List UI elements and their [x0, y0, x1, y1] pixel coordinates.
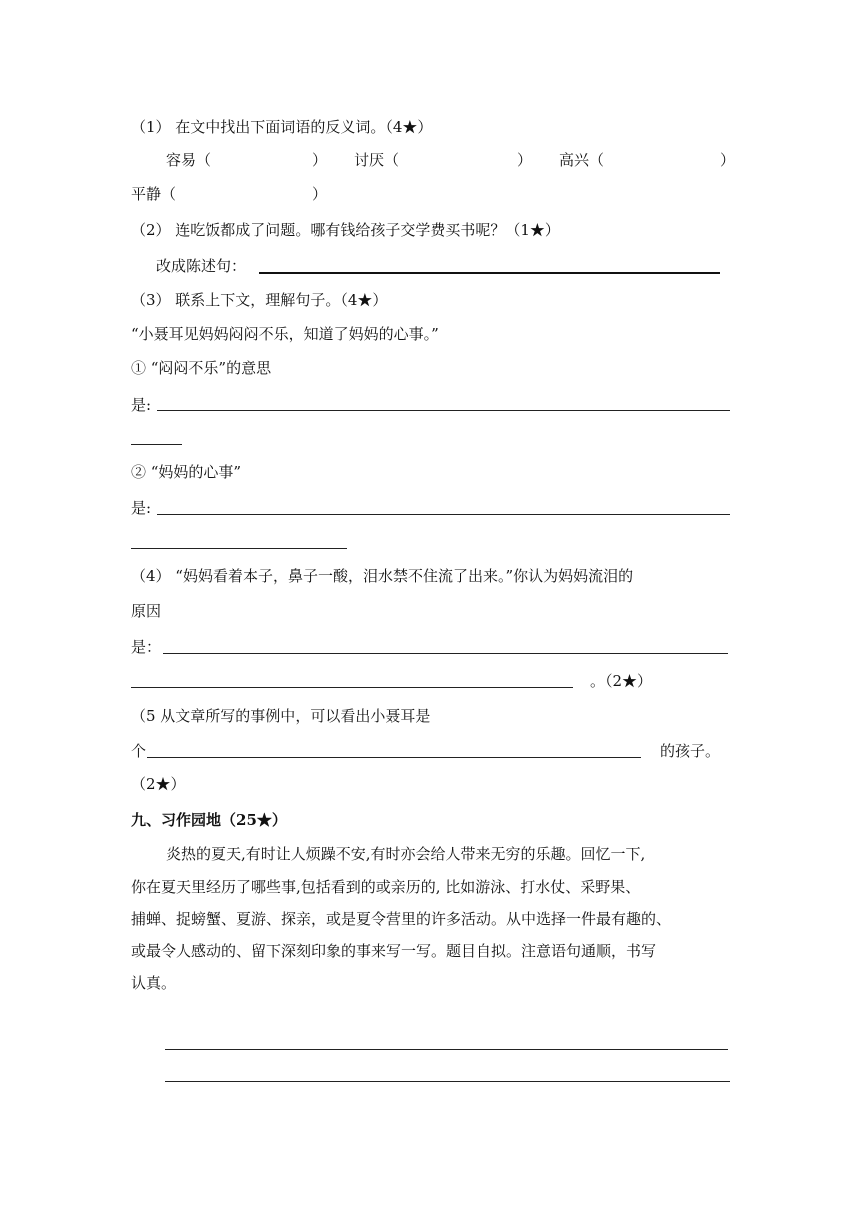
q1-word-calm: 平静（ — [131, 185, 177, 203]
q5-tail: 的孩子。 — [660, 742, 721, 760]
q5-answer-line[interactable] — [147, 757, 641, 758]
essay-writing-line-2[interactable] — [165, 1081, 730, 1082]
section9-line-5: 认真。 — [131, 974, 177, 992]
q3-sub1-prefix: 是: — [131, 396, 152, 414]
q3-title: （3） 联系上下文，理解句子。（4★） — [131, 291, 388, 309]
q5-line1: （5 从文章所写的事例中，可以看出小聂耳是 — [131, 707, 431, 725]
q1-close-calm: ） — [312, 185, 328, 203]
q4-tail: 。（2★） — [590, 672, 653, 690]
q3-sub2-answer-line[interactable] — [157, 514, 730, 515]
q1-close-easy: ） — [312, 151, 328, 169]
q4-line2: 原因 — [131, 602, 162, 620]
q1-close-happy: ） — [720, 151, 736, 169]
q2-answer-line[interactable] — [259, 272, 720, 274]
q3-quote: “小聂耳见妈妈闷闷不乐，知道了妈妈的心事。” — [131, 325, 439, 343]
q1-word-dislike: 讨厌（ — [354, 151, 400, 169]
section9-heading: 九、习作园地（25★） — [131, 811, 287, 829]
q4-prefix: 是： — [131, 638, 162, 656]
q4-answer-line[interactable] — [163, 653, 728, 654]
q2-title: （2） 连吃饭都成了问题。哪有钱给孩子交学费买书呢？（1★） — [131, 221, 560, 239]
q3-sub1: ① “闷闷不乐”的意思 — [131, 359, 272, 377]
q2-prompt: 改成陈述句： — [156, 257, 247, 275]
section9-line-3: 捕蝉、捉螃蟹、夏游、探亲，或是夏令营里的许多活动。从中选择一件最有趣的、 — [131, 910, 672, 928]
q4-answer-line-cont[interactable] — [131, 687, 573, 688]
q5-prefix: 个 — [131, 742, 147, 760]
q3-sub2-answer-line-cont[interactable] — [131, 548, 347, 549]
section9-line-1: 炎热的夏天,有时让人烦躁不安,有时亦会给人带来无穷的乐趣。回忆一下, — [166, 845, 646, 863]
q1-title: （1） 在文中找出下面词语的反义词。（4★） — [131, 118, 433, 136]
q3-sub2-prefix: 是: — [131, 499, 152, 517]
q1-word-happy: 高兴（ — [559, 151, 605, 169]
essay-writing-line-1[interactable] — [165, 1049, 728, 1050]
q3-sub2: ② “妈妈的心事” — [131, 463, 242, 481]
section9-line-2: 你在夏天里经历了哪些事,包括看到的或亲历的, 比如游泳、打水仗、采野果、 — [131, 878, 641, 896]
q3-sub1-answer-line[interactable] — [157, 410, 730, 411]
q1-word-easy: 容易（ — [166, 151, 212, 169]
q4-line1: （4） “妈妈看着本子，鼻子一酸，泪水禁不住流了出来。”你认为妈妈流泪的 — [131, 567, 634, 585]
q1-close-dislike: ） — [517, 151, 533, 169]
q5-score: （2★） — [131, 775, 186, 793]
section9-line-4: 或最令人感动的、留下深刻印象的事来写一写。题目自拟。注意语句通顺，书写 — [131, 942, 657, 960]
q3-sub1-answer-line-cont[interactable] — [131, 444, 182, 445]
